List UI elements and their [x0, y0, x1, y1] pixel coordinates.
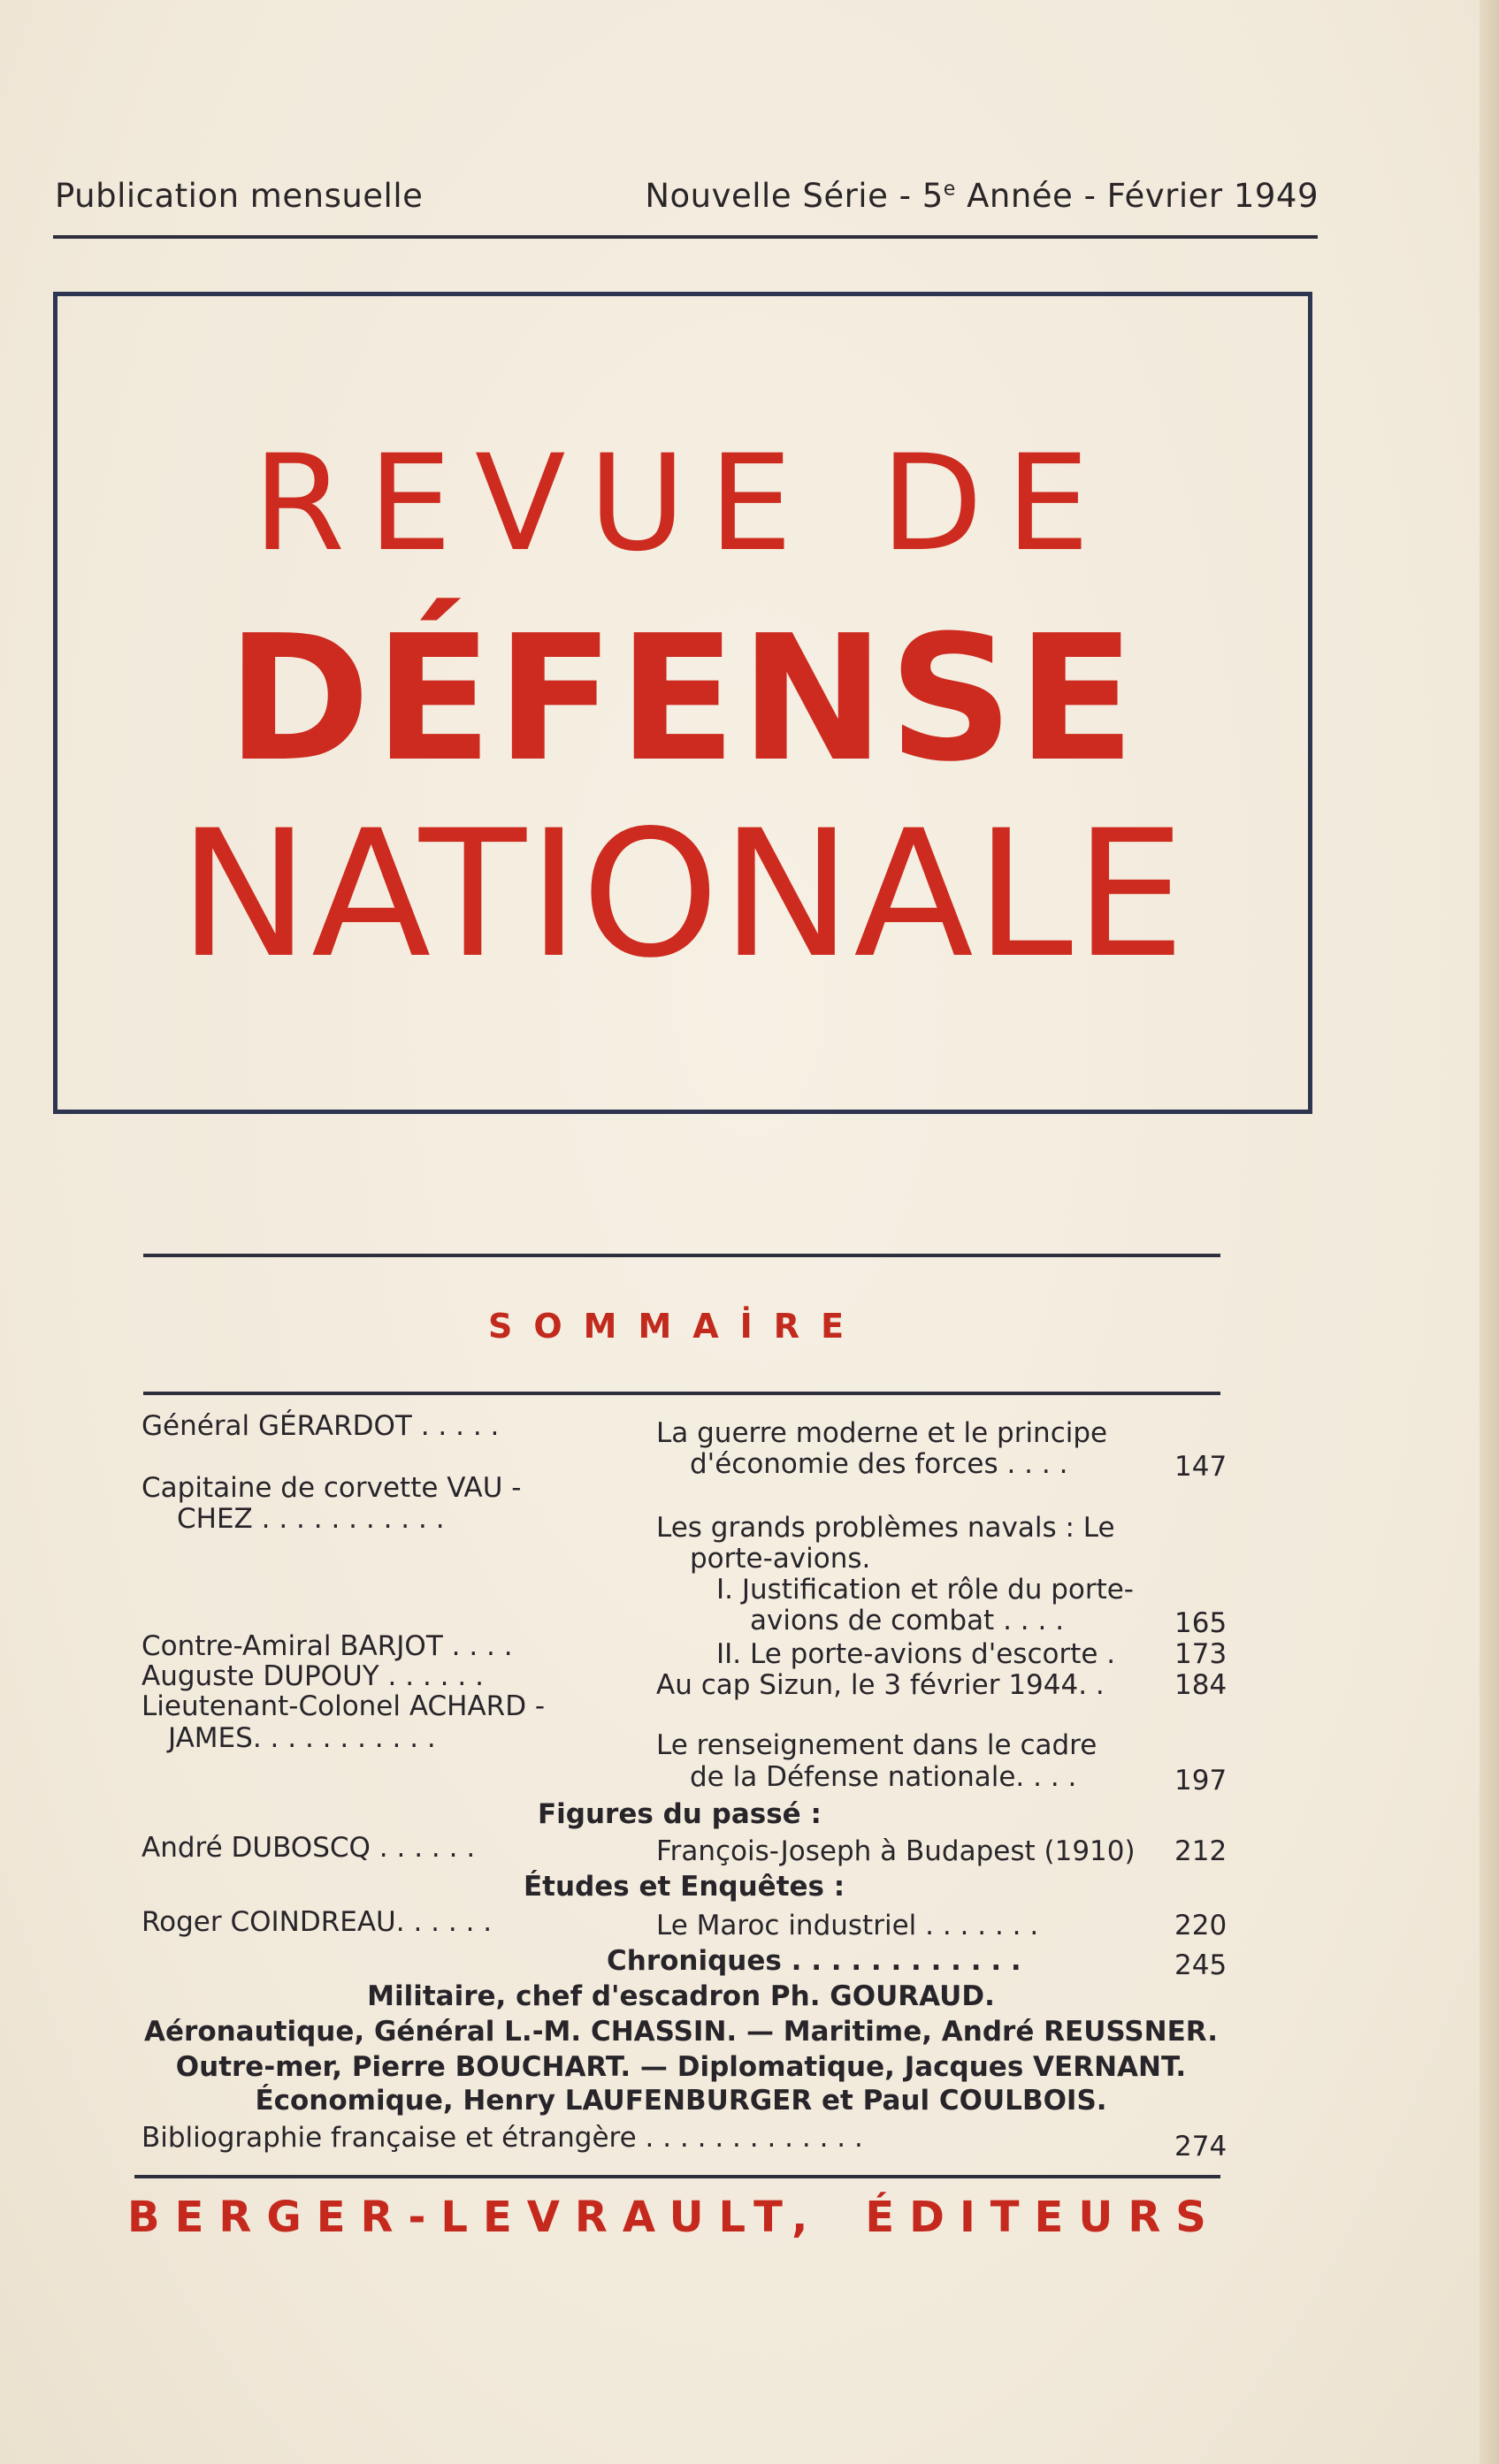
- publisher-line: [127, 2193, 1221, 2242]
- sommaire-top-rule: [143, 1254, 1220, 1257]
- issue-info: Nouvelle Série - 5e Année - Février 1949: [645, 177, 1319, 215]
- toc-author: Lieutenant-Colonel ACHARD -: [141, 1690, 546, 1722]
- toc-author: Capitaine de corvette VAU -: [141, 1472, 522, 1504]
- toc-page: 245: [1174, 1949, 1227, 1981]
- toc-author: André DUBOSCQ . . . . . .: [141, 1832, 476, 1864]
- toc-author: Roger COINDREAU. . . . . .: [141, 1906, 493, 1938]
- chronique-line: Économique, Henry LAUFENBURGER et Paul COULBOIS.: [255, 2085, 1107, 2117]
- toc-author: Général GÉRARDOT . . . . .: [141, 1410, 500, 1442]
- section-heading: Études et Enquêtes :: [524, 1871, 845, 1903]
- chronique-line: Aéronautique, Général L.-M. CHASSIN. — Maritime, André REUSSNER.: [144, 2016, 1218, 2048]
- title-line-1: REVUE DE: [252, 427, 1113, 581]
- toc-page: 212: [1174, 1835, 1227, 1867]
- toc-title: I. Justification et rôle du porte-: [716, 1574, 1134, 1606]
- toc-author: Auguste DUPOUY . . . . . .: [141, 1660, 484, 1692]
- toc-title: avions de combat . . . .: [750, 1605, 1065, 1636]
- toc-page: 220: [1174, 1910, 1227, 1941]
- footer-rule: [134, 2175, 1220, 2178]
- publisher-name: BERGER-LEVRAULT,: [127, 2193, 823, 2242]
- toc-title: porte-avions.: [690, 1543, 871, 1575]
- toc-page: 147: [1174, 1451, 1227, 1483]
- toc-page: 197: [1174, 1765, 1227, 1797]
- toc-title: Bibliographie française et étrangère . . . . . . . . . . . . .: [141, 2122, 863, 2154]
- toc-title: Le Maroc industriel . . . . . . .: [656, 1910, 1039, 1941]
- toc-title: La guerre moderne et le principe: [656, 1417, 1108, 1449]
- toc-title: Au cap Sizun, le 3 février 1944. .: [656, 1669, 1105, 1701]
- toc-page: 173: [1174, 1638, 1227, 1670]
- sommaire-heading: SOMMAİRE: [487, 1307, 866, 1346]
- title-frame: [53, 292, 1312, 1114]
- title-line-2: DÉFENSE: [226, 599, 1139, 800]
- title-line-3: NATIONALE: [178, 792, 1188, 996]
- toc-title: d'économie des forces . . . .: [690, 1448, 1068, 1480]
- chronique-line: Militaire, chef d'escadron Ph. GOURAUD.: [367, 1980, 995, 2012]
- page-edge: [1480, 0, 1499, 2464]
- chronique-line: Outre-mer, Pierre BOUCHART. — Diplomatique, Jacques VERNANT.: [175, 2051, 1187, 2083]
- toc-author: JAMES. . . . . . . . . . .: [168, 1722, 436, 1754]
- publisher-role: ÉDITEURS: [865, 2193, 1221, 2242]
- toc-title: Chroniques . . . . . . . . . . . .: [607, 1945, 1021, 1977]
- toc-page: 184: [1174, 1669, 1227, 1701]
- toc-page: 165: [1174, 1607, 1227, 1639]
- publication-frequency: Publication mensuelle: [55, 177, 424, 215]
- toc-page: 274: [1174, 2131, 1227, 2163]
- toc-title: de la Défense nationale. . . .: [690, 1761, 1077, 1793]
- toc-title: François-Joseph à Budapest (1910): [656, 1835, 1136, 1867]
- section-heading: Figures du passé :: [538, 1798, 822, 1830]
- toc-author: CHEZ . . . . . . . . . . .: [177, 1503, 445, 1535]
- toc-title: II. Le porte-avions d'escorte .: [716, 1638, 1116, 1670]
- header-rule: [53, 235, 1318, 239]
- toc-title: Le renseignement dans le cadre: [656, 1729, 1097, 1761]
- toc-top-rule: [143, 1392, 1220, 1395]
- toc-author: Contre-Amiral BARJOT . . . .: [141, 1630, 513, 1662]
- toc-title: Les grands problèmes navals : Le: [656, 1512, 1115, 1544]
